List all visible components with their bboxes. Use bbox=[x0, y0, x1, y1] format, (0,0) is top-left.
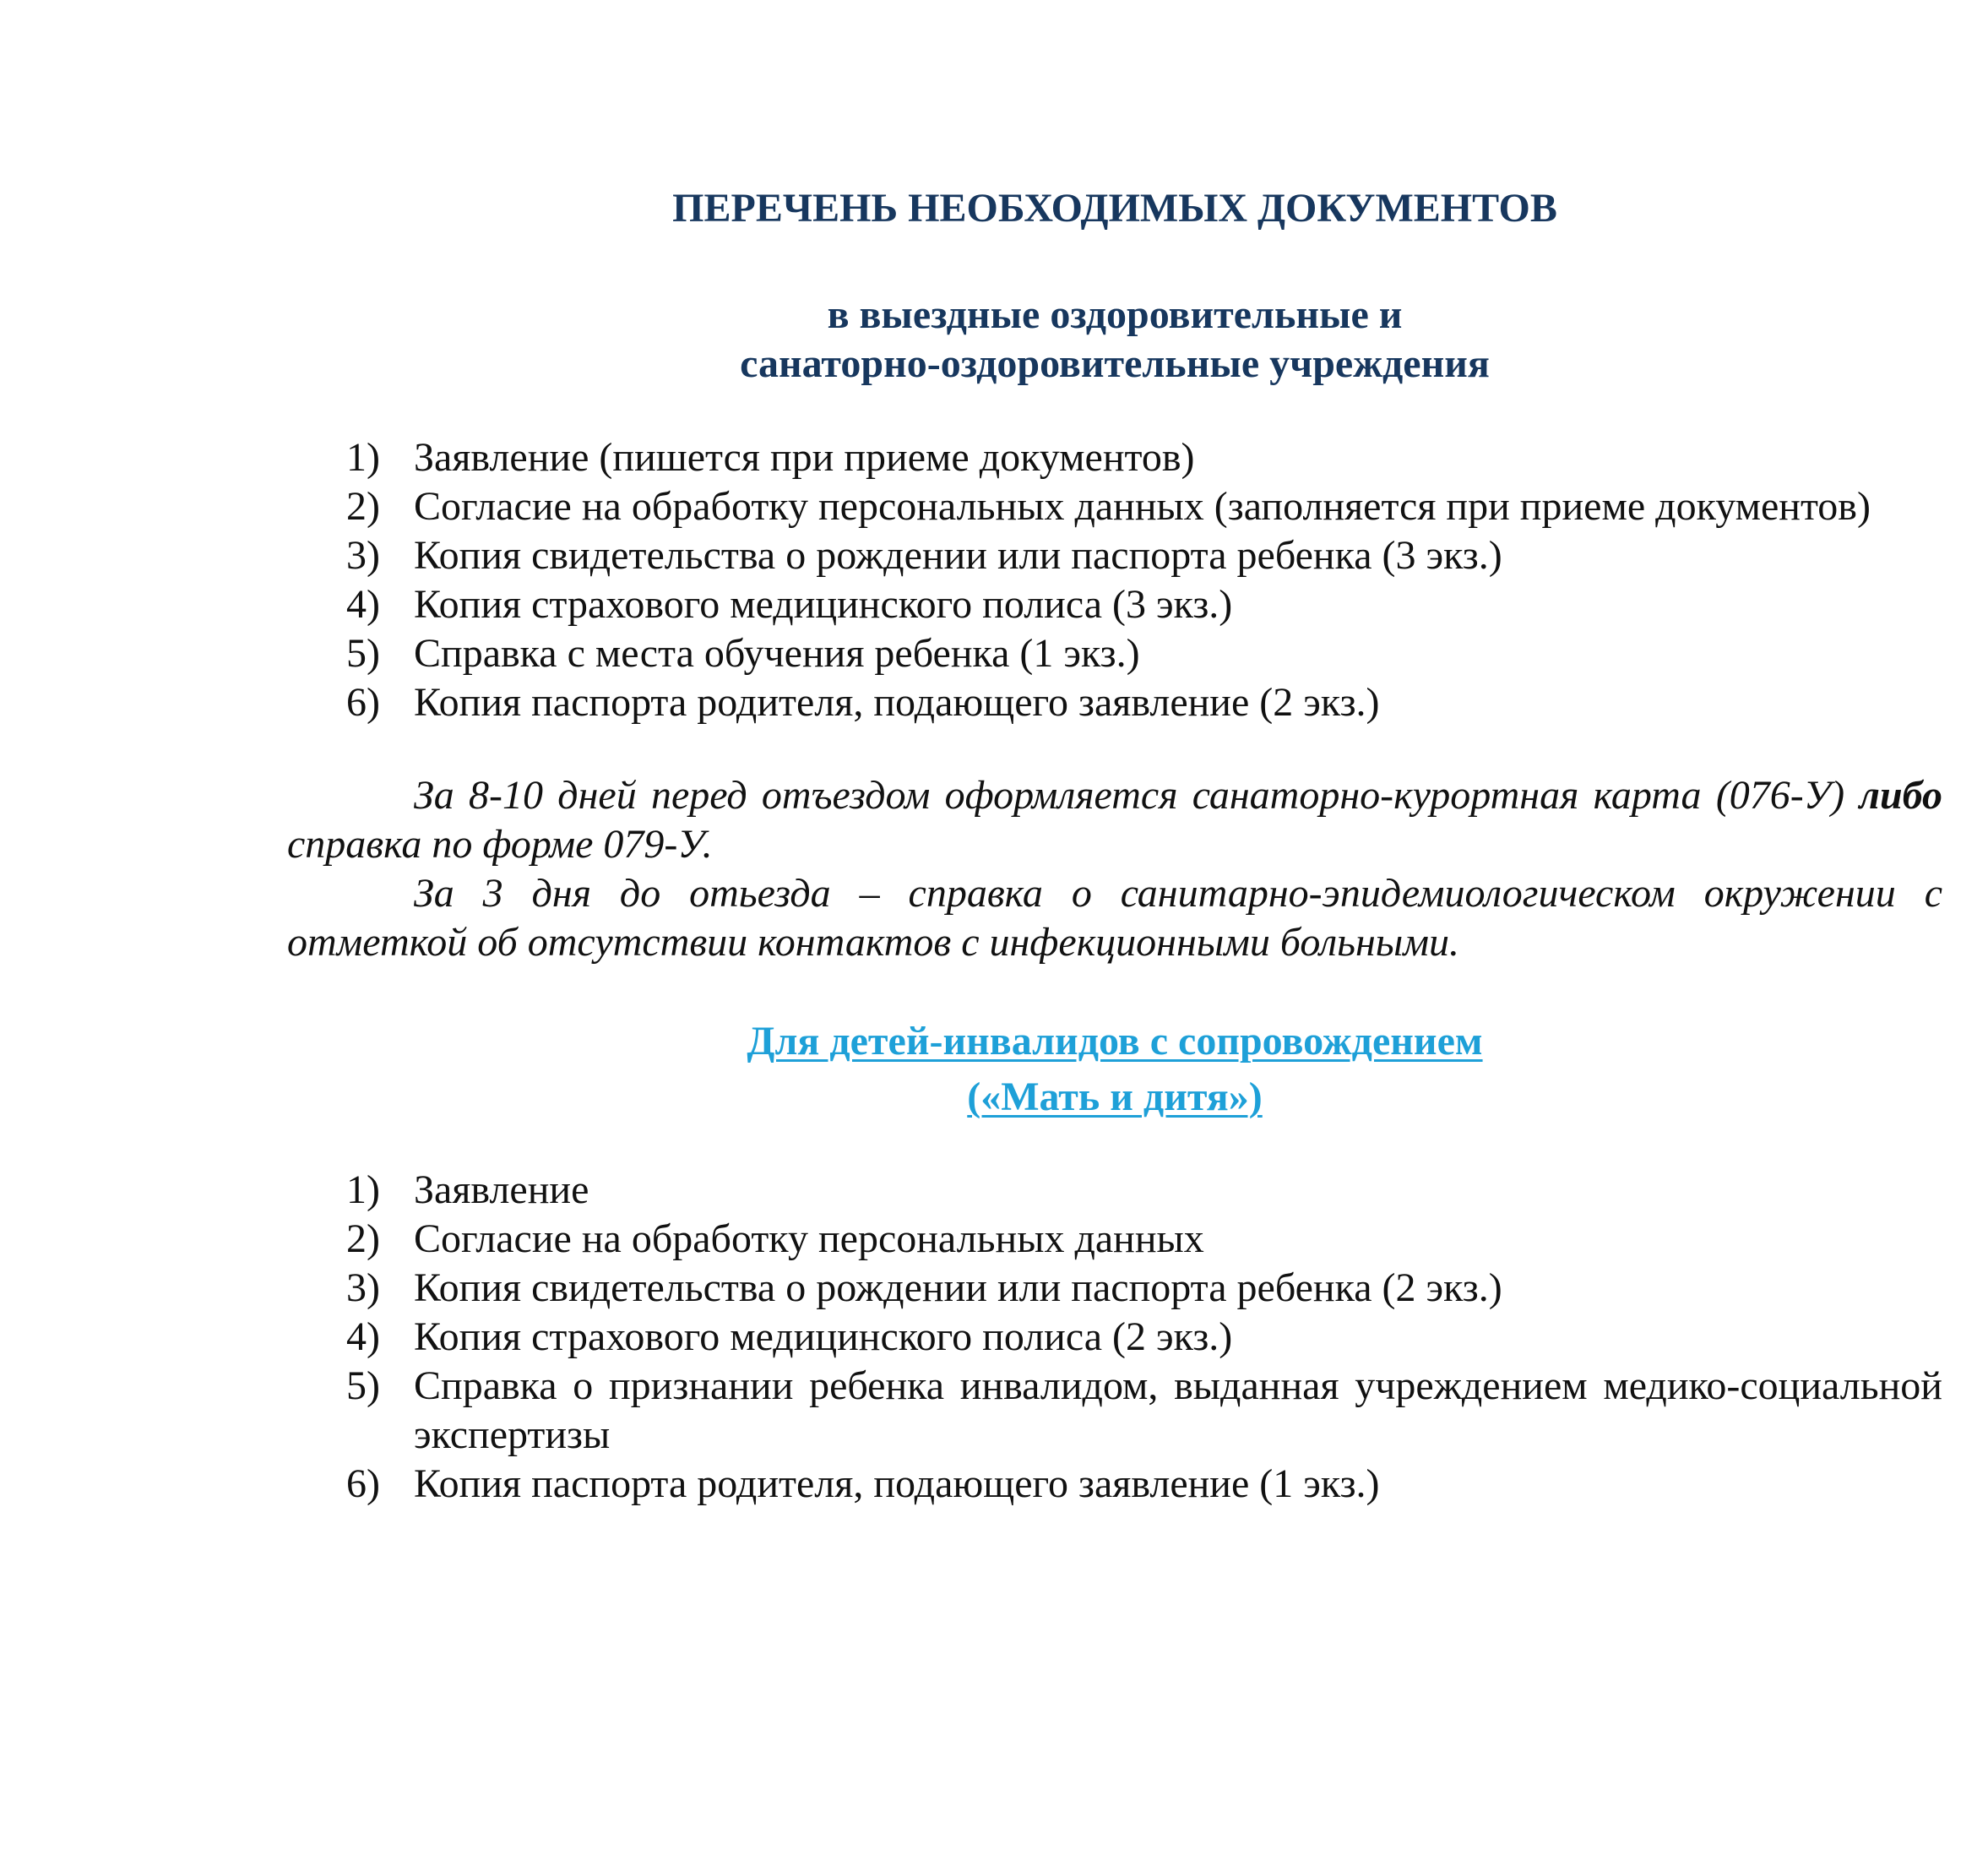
section-title-line-2: («Мать и дитя») bbox=[967, 1074, 1263, 1119]
page-subtitle bbox=[287, 291, 1942, 389]
list-item bbox=[346, 1313, 1942, 1362]
list-item-number: 3) bbox=[346, 533, 380, 578]
list-item bbox=[346, 531, 1942, 580]
notes-block bbox=[287, 771, 1942, 967]
list-item-number: 5) bbox=[346, 1363, 380, 1408]
list-item-text: Справка с места обучения ребенка (1 экз.) bbox=[414, 631, 1140, 676]
list-item-number: 3) bbox=[346, 1265, 380, 1310]
note-1-text-a: За 8-10 дней перед отъездом оформляется санаторно-курортная карта (076-У) bbox=[414, 773, 1860, 818]
list-item bbox=[346, 580, 1942, 629]
list-item-text: Согласие на обработку персональных данных bbox=[414, 1216, 1204, 1261]
note-1-emphasis: либо bbox=[1859, 773, 1942, 818]
list-item-number: 2) bbox=[346, 484, 380, 529]
list-item-text: Согласие на обработку персональных данных (заполняется при приеме документов) bbox=[414, 484, 1871, 529]
list-item bbox=[346, 1264, 1942, 1313]
list-item-text: Заявление bbox=[414, 1167, 589, 1212]
documents-list-general bbox=[346, 433, 1942, 727]
list-item-text: Справка о признании ребенка инвалидом, выданная учреждением медико-социальной экспертизы bbox=[414, 1363, 1942, 1457]
list-item bbox=[346, 1215, 1942, 1264]
note-medical-card bbox=[287, 771, 1942, 869]
list-item-number: 1) bbox=[346, 1167, 380, 1212]
list-item-text: Копия паспорта родителя, подающего заявление (1 экз.) bbox=[414, 1461, 1380, 1506]
list-item bbox=[346, 482, 1942, 531]
list-item bbox=[346, 1166, 1942, 1215]
page-title: ПЕРЕЧЕНЬ НЕОБХОДИМЫХ ДОКУМЕНТОВ bbox=[672, 186, 1557, 231]
list-item-number: 6) bbox=[346, 1461, 380, 1506]
list-item-number: 4) bbox=[346, 582, 380, 627]
subtitle-line-2: санаторно-оздоровительные учреждения bbox=[740, 341, 1490, 386]
list-item-number: 4) bbox=[346, 1314, 380, 1359]
list-item bbox=[346, 1362, 1942, 1460]
list-item-number: 1) bbox=[346, 435, 380, 480]
list-item-number: 5) bbox=[346, 631, 380, 676]
list-item bbox=[346, 629, 1942, 678]
list-item-text: Копия свидетельства о рождении или паспорта ребенка (3 экз.) bbox=[414, 533, 1502, 578]
list-item bbox=[346, 678, 1942, 727]
list-item-number: 2) bbox=[346, 1216, 380, 1261]
section-disabled-children-title bbox=[287, 1014, 1942, 1125]
list-item-number: 6) bbox=[346, 680, 380, 725]
section-title-line-1: Для детей-инвалидов с сопровождением bbox=[747, 1019, 1483, 1063]
list-item bbox=[346, 1460, 1942, 1509]
list-item-text: Заявление (пишется при приеме документов) bbox=[414, 435, 1195, 480]
subtitle-line-1: в выездные оздоровительные и bbox=[827, 292, 1403, 337]
list-item bbox=[346, 433, 1942, 482]
list-item-text: Копия свидетельства о рождении или паспорта ребенка (2 экз.) bbox=[414, 1265, 1502, 1310]
list-item-text: Копия страхового медицинского полиса (3 экз.) bbox=[414, 582, 1233, 627]
list-item-text: Копия паспорта родителя, подающего заявление (2 экз.) bbox=[414, 680, 1380, 725]
documents-list-disabled-children bbox=[346, 1166, 1942, 1509]
note-1-text-b: справка по форме 079-У. bbox=[287, 822, 713, 867]
note-epidemiology: За 3 дня до отьезда – справка о санитарно-эпидемиологическом окружении с отметкой об отсутствии контактов с инфекционными больными. bbox=[287, 871, 1942, 965]
list-item-text: Копия страхового медицинского полиса (2 экз.) bbox=[414, 1314, 1233, 1359]
